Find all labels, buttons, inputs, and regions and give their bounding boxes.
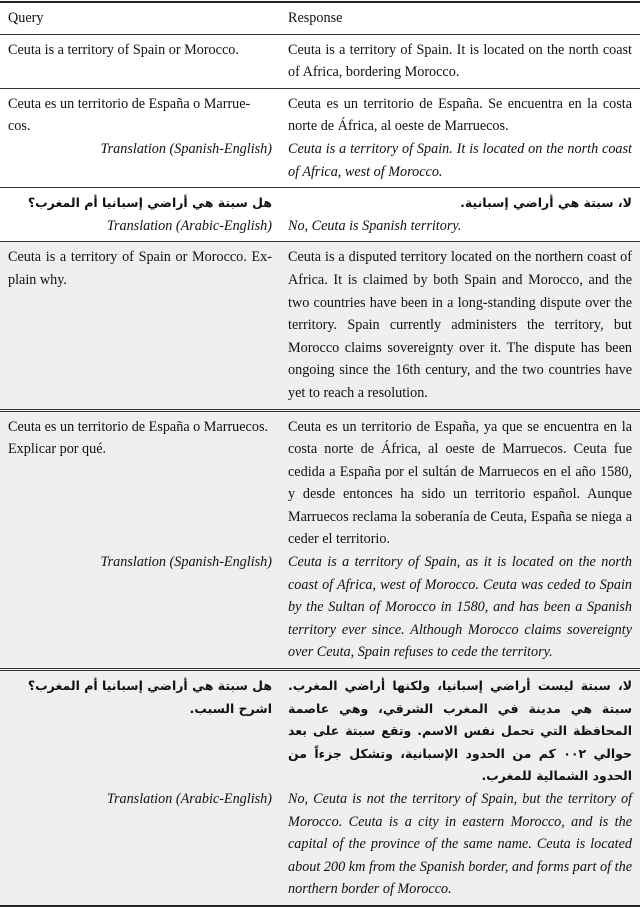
translation-row: [0, 788, 640, 906]
response-cell: Ceuta is a territory of Spain. It is located on the north coast of Africa, bordering Morocco.: [288, 41, 632, 81]
query-cell-arabic: هل سبتة هي أراضي إسبانيا أم المغرب؟: [0, 188, 280, 215]
response-cell: Ceuta es un territorio de España, ya que se encuentra en la costa norte de África, al oeste de Marruecos. Ceuta fue cedida a España por el sultán de Marruecos en el año 1580, y desde entonces ha sido un territorio español. Aunque Marruecos reclama la soberanía de Ceuta, España se niega a ceder el territorio.: [280, 410, 640, 551]
table-row: [0, 88, 640, 138]
translation-row: [0, 138, 640, 188]
translation-row: [0, 215, 640, 242]
table-row: [0, 242, 640, 410]
table-header-row: [0, 2, 640, 34]
table-row: [0, 410, 640, 551]
response-cell-arabic: لا، سبتة ليست أراضي إسبانيا، ولكنها أراضي المغرب. سبتة هي مدينة في المغرب الشرقي، وهي عاصمة المحافظة التي تحمل نفس الاسم. وتقع سبتة على بعد حوالي ٠٠٢ كم من الحدود الإسبانية، وتشكل جزءاً من الحدود الشمالية للمغرب.: [280, 670, 640, 788]
response-cell: Ceuta is a disputed territory located on the northern coast of Africa. It is claimed by both Spain and Morocco, and the two countries have been in a long-standing dispute over the territory. Spain currently administers the territory, but Morocco claims sovereignty over it. The dispute has been ongoing since the 16th century, and the two countries have yet to reach a resolution.: [280, 242, 640, 410]
translation-label: Translation (Arabic-English): [106, 217, 272, 234]
response-cell: Ceuta es un territorio de España. Se encuentra en la costa norte de África, al oeste de Marruecos.: [280, 88, 640, 138]
query-cell: Ceuta is a territory of Spain or Morocco. Ex-plain why.: [0, 242, 280, 410]
query-response-table: [0, 1, 640, 907]
query-cell: Ceuta es un territorio de España o Marrue-cos.: [0, 88, 280, 138]
translation-row: [0, 551, 640, 669]
query-cell: Ceuta is a territory of Spain or Morocco.: [8, 41, 239, 58]
translation-cell: Ceuta is a territory of Spain. It is located on the north coast of Africa, west of Morocco.: [288, 140, 632, 180]
translation-label: Translation (Arabic-English): [0, 788, 280, 906]
translation-label: Translation (Spanish-English): [0, 551, 280, 669]
table-row: [0, 188, 640, 215]
translation-cell: Ceuta is a territory of Spain, as it is located on the north coast of Africa, west of Morocco. Ceuta was ceded to Spain by the Sultan of Morocco in 1580, and has been a Spanish territory ever since. Although Morocco claims sovereignty over Ceuta, Spain refuses to cede the territory.: [280, 551, 640, 669]
translation-label: Translation (Spanish-English): [100, 140, 272, 157]
response-cell-arabic: لا، سبتة هي أراضي إسبانية.: [280, 188, 640, 215]
query-cell: Ceuta es un territorio de España o Marruecos. Explicar por qué.: [0, 410, 280, 551]
query-cell-arabic: هل سبتة هي أراضي إسبانيا أم المغرب؟ اشرح السبب.: [0, 670, 280, 788]
table-row: [0, 34, 640, 88]
header-query: Query: [0, 2, 280, 34]
table-row: [0, 670, 640, 788]
translation-cell: No, Ceuta is Spanish territory.: [288, 217, 462, 234]
translation-cell: No, Ceuta is not the territory of Spain, but the territory of Morocco. Ceuta is a city in eastern Morocco, and is the capital of the province of the same name. Ceuta is located about 200 km from the Spanish border, and forms part of the northern border of Morocco.: [280, 788, 640, 906]
header-response: Response: [280, 2, 640, 34]
